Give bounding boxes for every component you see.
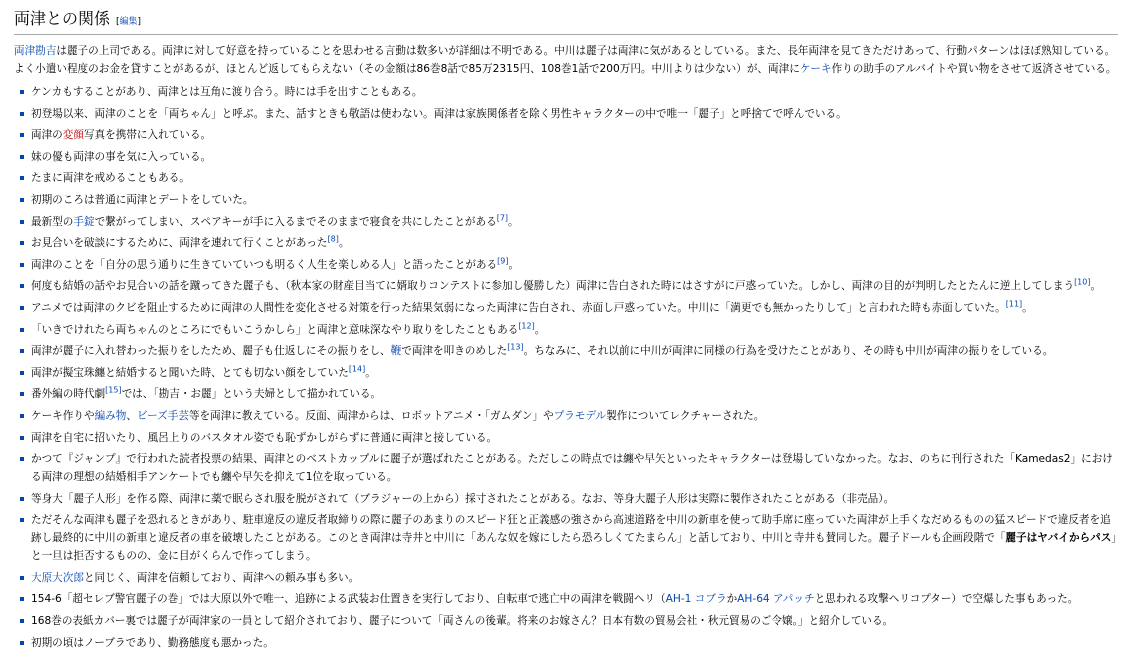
bullet-icon [20,414,24,418]
reference-9-link[interactable]: [9] [497,256,509,266]
list-item: アニメでは両津のクビを阻止するために両津の人間性を変化させる対策を行った結果気弱になった両津に告白され、赤面し戸惑っていた。中川に「満更でも無かったりして」と言われた時も赤面していた。[11]。 [14,299,1118,317]
link-cake[interactable]: ケーキ [799,63,832,75]
list-item: お見合いを破談にするために、両津を連れて行くことがあった[8]。 [14,234,1118,252]
link-ah1-cobra[interactable]: AH-1 コブラ [665,593,727,606]
bullet-icon [20,328,24,332]
bullet-icon [20,263,24,267]
reference-11-link[interactable]: [11] [1005,299,1023,309]
reference-12-link[interactable]: [12] [518,321,535,330]
intro-paragraph: 両津勘吉は麗子の上司である。両津に対して好意を持っていることを思わせる言動は数多いが詳細は不明である。中川は麗子は両津に気があるとしている。また、長年両津を見てきただけあって、行動パターンはほぼ熟知している。よく小遣い程度のお金を貸すことがあるが、ほとんど返してもらえない（その金額は86巻8話で85万2315円、108巻1話で200万円。中川よりは少ない）が、両津にケーキ作りの助手のアルバイトや買い物をさせて返済させている。 [14,45,1117,75]
section-title-text: 両津との関係 [14,9,111,28]
bullet-icon [20,619,24,623]
list-item: 両津が麗子に入れ替わった振りをしたため、麗子も仕返しにその振りをし、鞭で両津を叩きのめした[13]。ちなみに、それ以前に中川が両津に同様の行為を受けたことがあり、その時も中川が両津の振りをしている。 [14,342,1118,360]
list-item: 妹の優も両津の事を気に入っている。 [14,148,1118,166]
list-item: ただそんな両津も麗子を恐れるときがあり、駐車違反の違反者取締りの際に麗子のあまりのスピード狂と正義感の強さから高速道路を中川の新車を使って助手席に座っていた両津が上手くなだめるものの猛スピードで違反者を追跡し最終的に中川の新車と違反者の車を破壊したことがある。このとき両津は寺井と中川に「あんな奴を嫁にしたら恐ろしくてたまらん」と話しており、中川と寺井も賛同した。麗子ドールも企画段階で「麗子はヤバイからパス」と一旦は拒否するものの、金に目がくらんで作ってしまう。 [14,511,1118,565]
reference-15-link[interactable]: [15] [105,385,122,395]
bullet-icon [20,284,24,288]
bullet-icon [20,220,24,224]
bullet-icon [20,198,24,202]
list-item: 両津が擬宝珠纏と結婚すると聞いた時、とても切ない顔をしていた[14]。 [14,364,1118,382]
bullet-icon [20,176,24,180]
list-item: ケンカもすることがあり、両津とは互角に渡り合う。時には手を出すこともある。 [14,83,1118,101]
link-ah64-apache[interactable]: AH-64 アパッチ [737,593,815,606]
reference-12 [518,321,534,330]
article-content [14,0,1118,655]
reference-14-link[interactable]: [14] [348,364,366,374]
list-item: 番外編の時代劇[15]では、「勘吉・お麗」という夫婦として描かれている。 [14,385,1118,403]
link-ohara-daijiro[interactable]: 大原大次郎 [31,571,84,584]
list-item: 初期のころは普通に両津とデートをしていた。 [14,191,1118,209]
bullet-icon [20,306,24,310]
section-heading [14,0,1118,35]
list-item: 「いきでけれたら両ちゃんのところにでもいこうかしら」と両津と意味深なやり取りをしたこともある[12]。 [14,321,1118,339]
list-item: ケーキ作りや編み物、ビーズ手芸等を両津に教えている。反面、両津からは、ロボットアニメ・「ガムダン」やプラモデル製作についてレクチャーされた。 [14,407,1118,425]
bullet-icon [20,241,24,245]
list-item: 初登場以来、両津のことを「両ちゃん」と呼ぶ。また、話すときも敬語は使わない。両津は家族関係者を除く男性キャラクターの中で唯一「麗子」と呼捨てで呼んでいる。 [14,105,1118,123]
reference-14 [349,364,365,373]
reference-13-link[interactable]: [13] [507,342,524,352]
bullet-icon [20,576,24,580]
link-ryotsu-kankichi[interactable]: 両津勘吉 [14,45,57,57]
reference-15 [105,386,121,395]
list-item: 等身大「麗子人形」を作る際、両津に薬で眠らされ服を脱がされて（ブラジャーの上から）採寸されたことがある。なお、等身大麗子人形は実際に製作されたことがある（非売品）。 [14,490,1118,508]
bullet-icon [20,371,24,375]
link-knitting[interactable]: 編み物 [94,409,127,422]
reference-8 [328,235,339,244]
link-handcuffs[interactable]: 手錠 [73,215,95,228]
relationship-list [14,83,1118,652]
reference-13 [507,343,523,352]
reference-10 [1074,278,1090,287]
link-henkao[interactable]: 変顔 [62,129,84,142]
list-item: 大原大次郎と同じく、両津を信頼しており、両津への頼み事も多い。 [14,569,1118,587]
link-plastic-model[interactable]: プラモデル [553,409,607,422]
bullet-icon [20,90,24,94]
bullet-icon [20,436,24,440]
list-item: 最新型の手錠で繋がってしまい、スペアキーが手に入るまでそのままで寝食を共にしたことがある[7]。 [14,213,1118,231]
link-whip[interactable]: 鞭 [390,345,402,358]
reference-9 [497,256,508,265]
edit-section: [編集] [116,17,142,27]
bullet-icon [20,392,24,396]
bullet-icon [20,349,24,353]
bullet-icon [20,518,24,522]
bold-quote: 麗子はヤバイからパス [1005,532,1112,545]
bullet-icon [20,497,24,501]
list-item: かつて『ジャンプ』で行われた読者投票の結果、両津とのベストカップルに麗子が選ばれたことがある。ただしこの時点では纏や早矢といったキャラクターは登場していなかった。なお、のちに刊行された「Kamedas2」における両津の理想の結婚相手アンケートでも纏や早矢を抑えて1位を取っている。 [14,450,1118,486]
reference-10-link[interactable]: [10] [1074,277,1091,287]
bullet-icon [20,155,24,159]
reference-11 [1006,299,1022,308]
list-item: 両津のことを「自分の思う通りに生きていていつも明るく人生を楽しめる人」と語ったことがある[9]。 [14,256,1118,274]
link-bead-craft[interactable]: ビーズ手芸 [136,409,189,422]
edit-section-link[interactable]: 編集 [119,17,138,27]
list-item: 両津を自宅に招いたり、風呂上りのバスタオル姿でも恥ずかしがらずに普通に両津と接している。 [14,429,1118,447]
list-item: たまに両津を戒めることもある。 [14,169,1118,187]
bullet-icon [20,457,24,461]
bullet-icon [20,112,24,116]
bullet-icon [20,597,24,601]
section-title [14,6,141,29]
list-item: 何度も結婚の話やお見合いの話を蹴ってきた麗子も、（秋本家の財産目当てに婿取りコンテストに参加し優勝した）両津に告白された時にはさすがに戸惑っていた。しかし、両津の目的が判明したとたんに逆上してしまう[10]。 [14,277,1118,295]
list-item: 154-6「超セレブ警官麗子の巻」では大原以外で唯一、追跡による武装お仕置きを実行しており、自転車で逃亡中の両津を戦闘ヘリ（AH-1 コブラかAH-64 アパッチと思われる攻撃ヘリコプター）で空爆した事もあった。 [14,590,1118,608]
bullet-icon [20,133,24,137]
list-item: 両津の変顔写真を携帯に入れている。 [14,126,1118,144]
reference-7-link[interactable]: [7] [496,213,509,223]
list-item: 168巻の表紙カバー裏では麗子が両津家の一員として紹介されており、麗子について「両さんの後輩。将来のお嫁さん？日本有数の貿易会社・秋元貿易のご令嬢。」と紹介している。 [14,612,1118,630]
reference-8-link[interactable]: [8] [327,234,339,244]
reference-7 [497,213,508,222]
list-item: 初期の頃はノーブラであり、勤務態度も悪かった。 [14,634,1118,652]
